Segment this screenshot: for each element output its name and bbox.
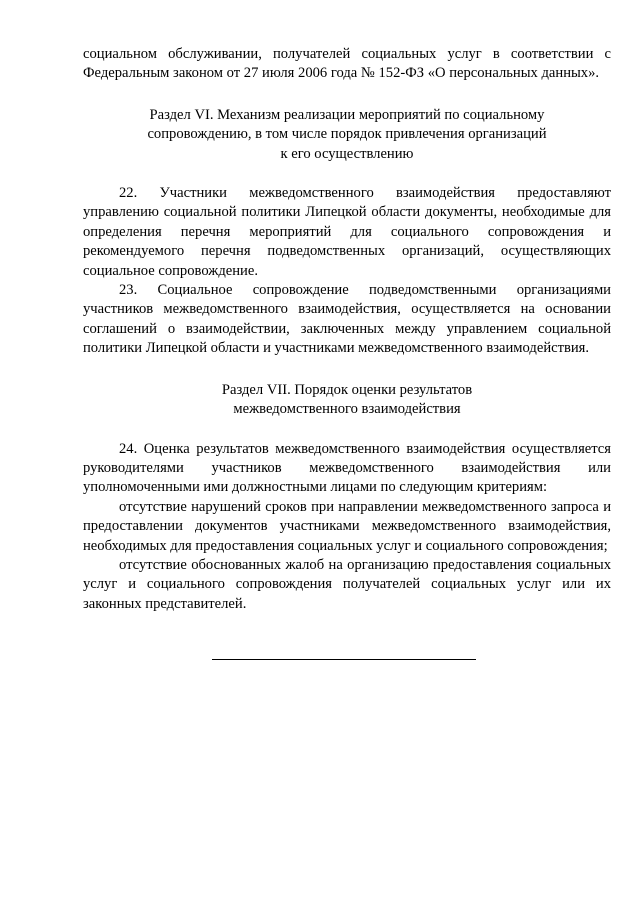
intro-paragraph: социальном обслуживании, получателей социальных услуг в соответствии с Федеральным законом от 27 июля 2006 года № 152-ФЗ «О персональных данных». (83, 46, 611, 82)
section-7-title-line-1: Раздел VII. Порядок оценки результатов (221, 381, 473, 398)
paragraph-24: 24. Оценка результатов межведомственного взаимодействия осуществляется руководителями участников межведомственного взаимодействия или уполномоченными ими должностными лицами по следующим критериям: (83, 440, 611, 496)
criterion-complaints: отсутствие обоснованных жалоб на организацию предоставления социальных услуг и социального сопровождения получателей социальных услуг или их законных представителей. (83, 556, 611, 612)
paragraph-22: 22. Участники межведомственного взаимодействия предоставляют управлению социальной политики Липецкой области документы, необходимые для определения перечня мероприятий для социального сопровождения и рекомендуемого перечня подведомственных организаций, осуществляющих социальное сопровождение. (83, 185, 611, 279)
section-6-title-line-2: сопровождению, в том числе порядок привлечения организаций (147, 126, 547, 143)
section-6-title-line-1: Раздел VI. Механизм реализации мероприятий по социальному (149, 106, 545, 123)
paragraph-23: 23. Социальное сопровождение подведомственными организациями участников межведомственного взаимодействия, осуществляется на основании соглашений о взаимодействии, заключенных между управлением социальной политики Липецкой области и участниками межведомственного взаимодействия. (83, 282, 611, 357)
section-6-title-line-3: к его осуществлению (280, 145, 414, 162)
document-page (83, 45, 611, 614)
end-separator-line (212, 659, 476, 660)
section-6-title (83, 106, 611, 164)
section-7-title-line-2: межведомственного взаимодействия (233, 401, 461, 418)
criterion-deadlines: отсутствие нарушений сроков при направлении межведомственного запроса и предоставлении документов участниками межведомственного взаимодействия, необходимых для предоставления социальных услуг и социального сопровождения; (83, 498, 611, 554)
spacer (83, 164, 611, 184)
spacer (83, 359, 611, 381)
spacer (83, 420, 611, 440)
section-7-title (83, 381, 611, 420)
spacer (83, 84, 611, 106)
